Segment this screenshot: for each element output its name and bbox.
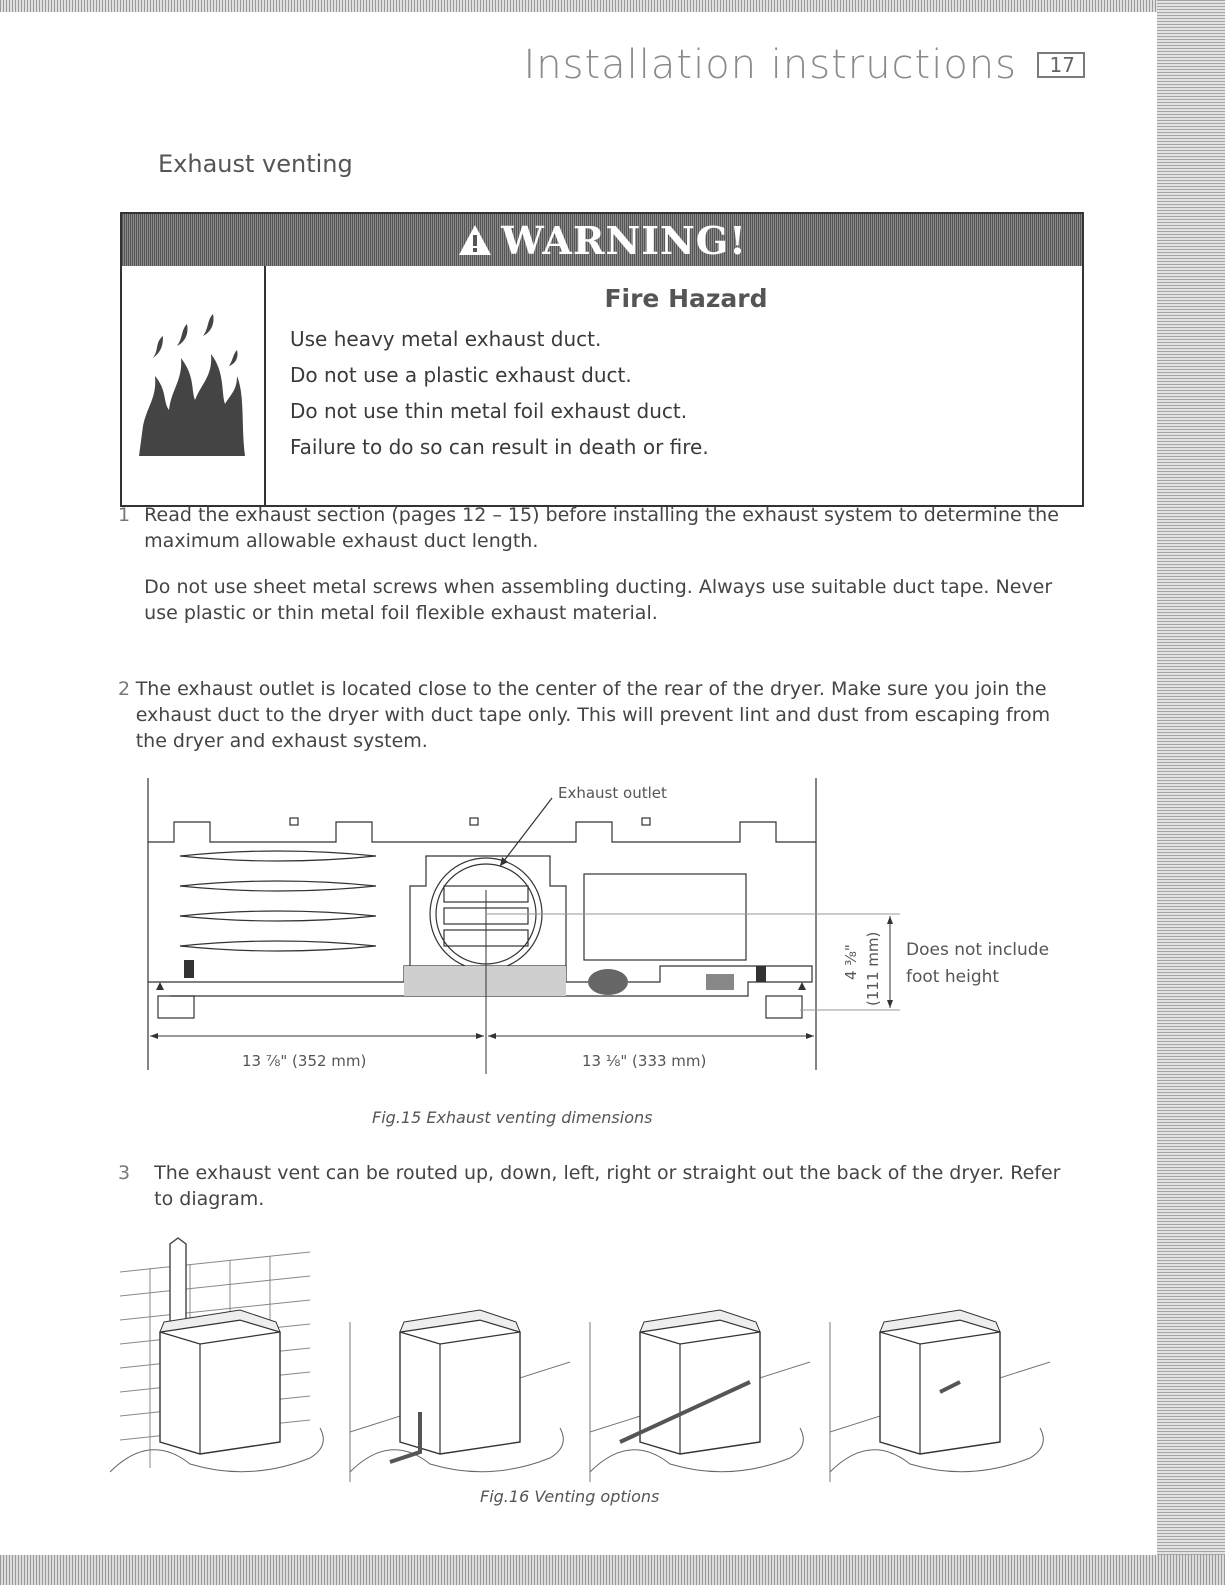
- warning-triangle-icon: [457, 223, 493, 257]
- warning-box: [120, 212, 1084, 507]
- scan-edge-top: [0, 0, 1225, 12]
- section-title: Exhaust venting: [158, 150, 353, 178]
- warning-line: Failure to do so can result in death or fire.: [290, 435, 709, 459]
- warning-line: Do not use thin metal foil exhaust duct.: [290, 399, 688, 423]
- foot-note-line-2: foot height: [906, 967, 1000, 987]
- page-number: 17: [1037, 52, 1085, 78]
- step-paragraph: The exhaust outlet is located close to the center of the rear of the dryer. Make sure you join the exhaust duct to the dryer with duct tape only. This will prevent lint and dust from escaping from the dryer and exhaust system.: [135, 678, 1051, 752]
- venting-option-up: [110, 1238, 323, 1472]
- venting-option-straight: [830, 1310, 1050, 1482]
- warning-line: Use heavy metal exhaust duct.: [290, 327, 602, 351]
- figure-16-caption: Fig.16 Venting options: [480, 1487, 660, 1506]
- hazard-title: Fire Hazard: [604, 284, 768, 313]
- step-1: [118, 502, 1078, 646]
- step-number: 3: [118, 1162, 131, 1184]
- page-header: [524, 42, 1086, 88]
- left-dimension-label: 13 ⅞" (352 mm): [242, 1052, 367, 1070]
- fire-icon: [133, 306, 253, 466]
- figure-15-exhaust-dimensions: [140, 770, 1080, 1090]
- page-title: Installation instructions: [523, 42, 1017, 88]
- venting-option-left: [590, 1310, 810, 1482]
- figure-15-caption: Fig.15 Exhaust venting dimensions: [372, 1108, 653, 1127]
- venting-option-down: [350, 1310, 570, 1482]
- height-dimension-label: 4 ⅜": [842, 944, 860, 980]
- warning-banner: [122, 214, 1082, 266]
- scan-edge-bottom: [0, 1555, 1225, 1585]
- warning-line: Do not use a plastic exhaust duct.: [290, 363, 632, 387]
- step-paragraph: Read the exhaust section (pages 12 – 15) before installing the exhaust system to determine the maximum allowable exhaust duct length.: [144, 504, 1059, 552]
- step-3: [118, 1160, 1078, 1232]
- step-2: [118, 676, 1078, 774]
- step-number: 2: [118, 678, 131, 700]
- right-dimension-label: 13 ⅛" (333 mm): [582, 1052, 707, 1070]
- warning-banner-text: WARNING!: [501, 217, 747, 263]
- step-paragraph: The exhaust vent can be routed up, down, left, right or straight out the back of the dryer. Refer to diagram.: [154, 1162, 1061, 1210]
- fire-icon-cell: [122, 266, 266, 505]
- exhaust-outlet-label: Exhaust outlet: [558, 784, 667, 802]
- figure-16-venting-options: [110, 1232, 1070, 1482]
- foot-note-line-1: Does not include: [906, 940, 1050, 960]
- height-mm-label: (111 mm): [864, 931, 882, 1006]
- step-paragraph: Do not use sheet metal screws when assembling ducting. Always use suitable duct tape. Never use plastic or thin metal foil flexible exhaust material.: [144, 576, 1053, 624]
- scan-edge-right: [1157, 0, 1225, 1585]
- step-number: 1: [118, 504, 131, 526]
